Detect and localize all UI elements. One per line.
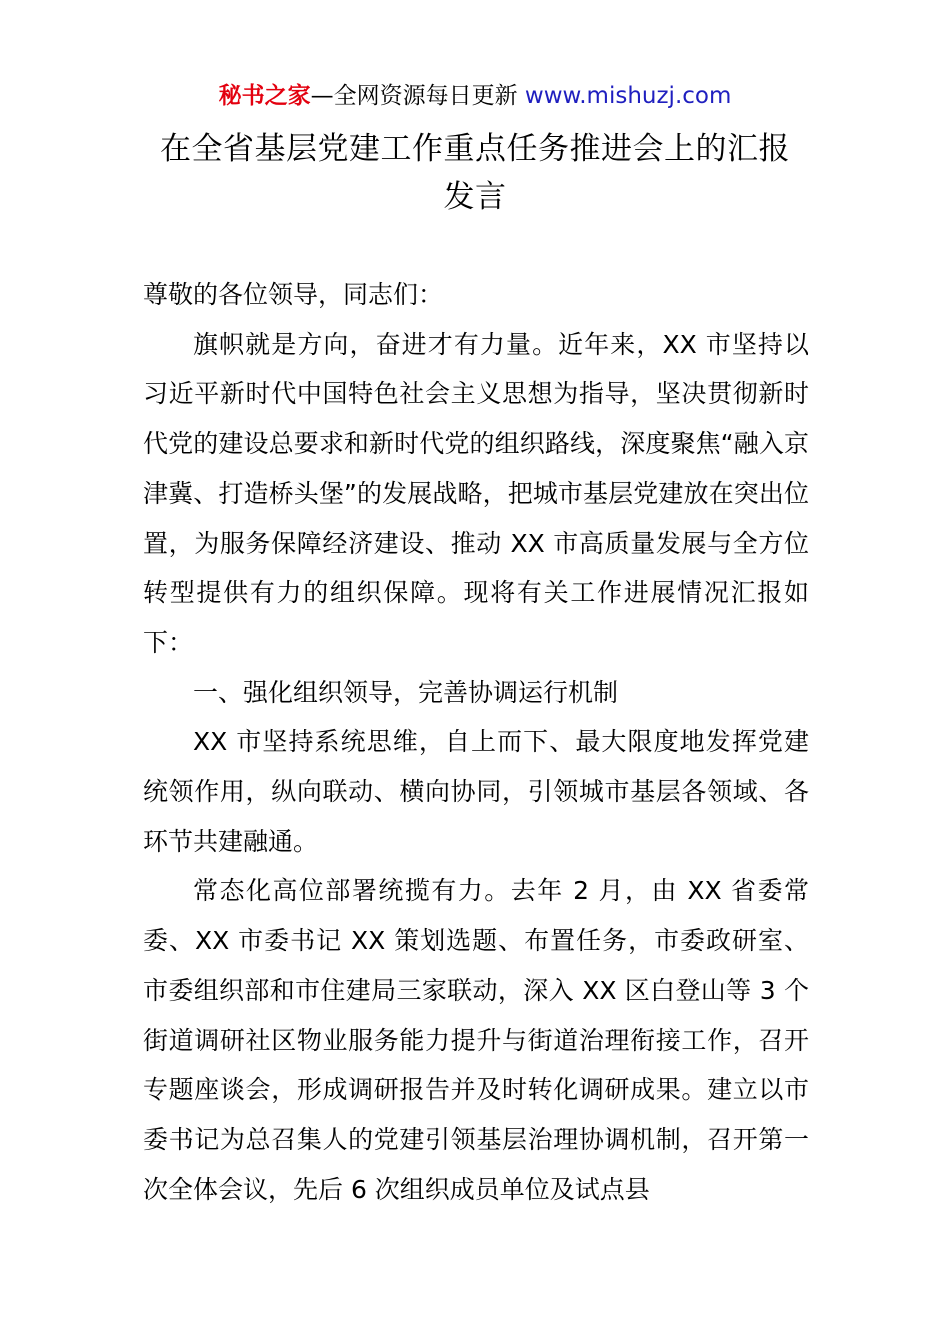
- title-line-1: 在全省基层党建工作重点任务推进会上的汇报: [160, 131, 790, 167]
- site-url[interactable]: www.mishuzj.com: [524, 83, 732, 109]
- title-line-2: 发言: [443, 179, 507, 215]
- document-body: [143, 270, 809, 1214]
- banner-tagline: —全网资源每日更新: [310, 83, 525, 109]
- salutation: 尊敬的各位领导，同志们：: [143, 280, 444, 309]
- paragraph-section-1-detail: 常态化高位部署统揽有力。去年 2 月，由 XX 省委常委、XX 市委书记 XX 策划选题、布置任务，市委政研室、市委组织部和市住建局三家联动，深入 XX 区白登山等 3 个街道调研社区物业服务能力提升与街道治理衔接工作，召开专题座谈会，形成调研报告并及时转化调研成果。建立以市委书记为总召集人的党建引领基层治理协调机制，召开第一次全体会议，先后 6 次组织成员单位及试点县: [143, 876, 809, 1204]
- site-banner: [0, 80, 950, 112]
- section-heading-1: 一、强化组织领导，完善协调运行机制: [193, 677, 619, 707]
- paragraph-intro: 旗帜就是方向，奋进才有力量。近年来，XX 市坚持以习近平新时代中国特色社会主义思想为指导，坚决贯彻新时代党的建设总要求和新时代党的组织路线，深度聚焦“融入京津冀、打造桥头堡”的发展战略，把城市基层党建放在突出位置，为服务保障经济建设、推动 XX 市高质量发展与全方位转型提供有力的组织保障。现将有关工作进展情况汇报如下：: [143, 329, 809, 657]
- paragraph-section-1-summary: XX 市坚持系统思维，自上而下、最大限度地发挥党建统领作用，纵向联动、横向协同，引领城市基层各领域、各环节共建融通。: [143, 727, 809, 856]
- document-title: [120, 125, 830, 221]
- brand-name: 秘书之家: [218, 83, 311, 109]
